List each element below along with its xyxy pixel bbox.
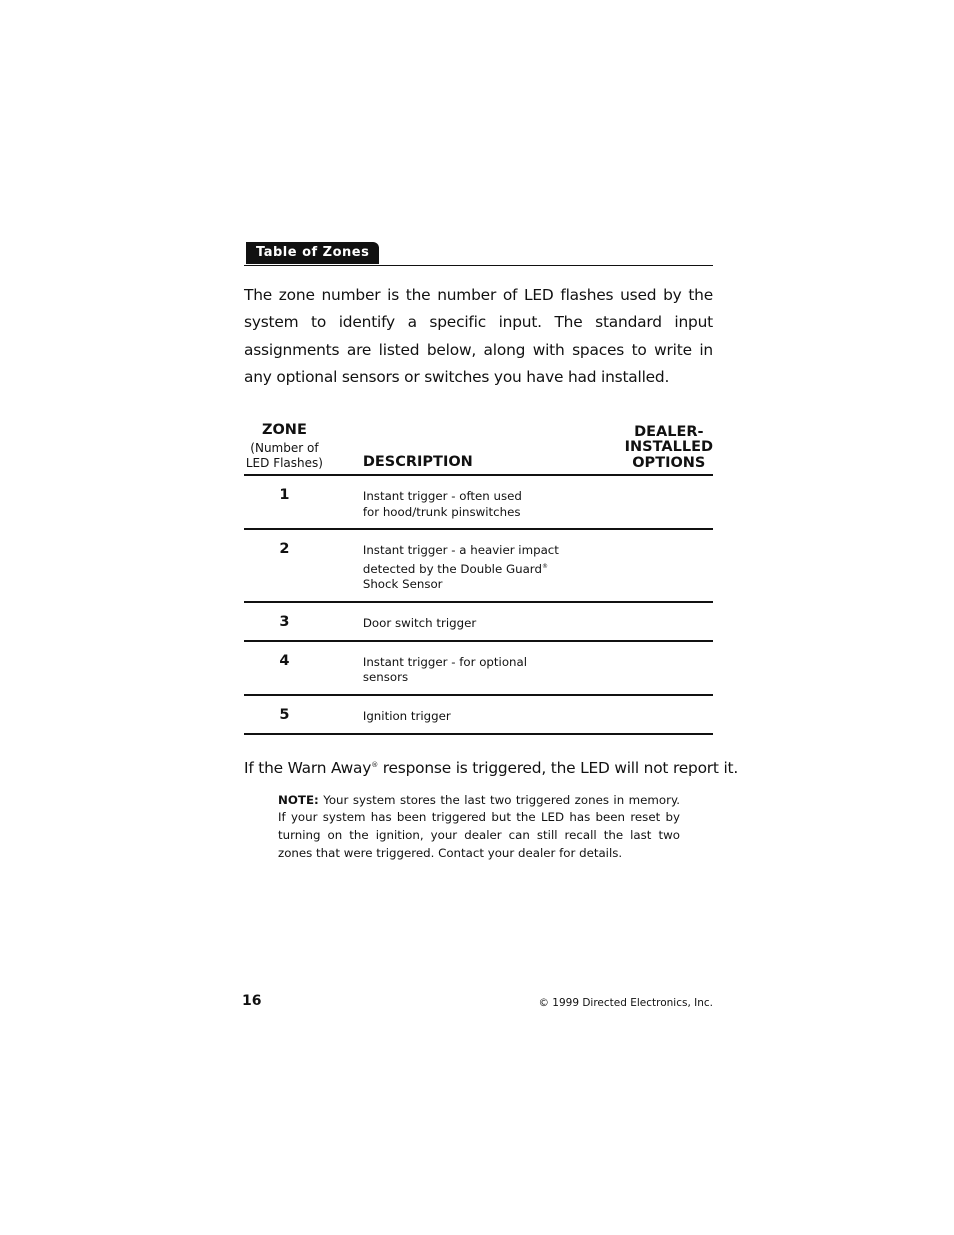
- zone-number: 4: [244, 641, 325, 695]
- zone-number: 3: [244, 602, 325, 641]
- zone-description-line: for hood/trunk pinswitches: [362, 504, 521, 519]
- zone-description-line: Instant trigger - a heavier impact: [362, 543, 559, 558]
- zone-description: [325, 641, 597, 695]
- warn-away-paragraph: [244, 755, 739, 778]
- zone-description-line: [363, 559, 597, 577]
- table-row: [244, 602, 713, 641]
- zone-description: [325, 602, 597, 641]
- dealer-option-blank: [597, 602, 713, 641]
- note-label: NOTE:: [278, 792, 319, 807]
- table-row: [244, 641, 713, 695]
- page-number: 16: [242, 993, 262, 1009]
- note-text: Your system stores the last two triggered zones in memory. If your system has been triggered but the LED has been reset by turning on the ignition, your dealer can still recall the last two zones that were triggered. Contact your dealer for details.: [278, 792, 680, 860]
- zone-header-subtitle-1: (Number of: [250, 441, 319, 456]
- zone-description: [325, 529, 597, 601]
- table-row: [244, 695, 713, 734]
- dealer-option-blank: [597, 695, 713, 734]
- section-title: Table of Zones: [246, 242, 379, 264]
- warn-away-text-after: response is triggered, the LED will not report it.: [378, 758, 739, 777]
- zone-number: 1: [244, 475, 325, 529]
- zone-description: [325, 475, 597, 529]
- zone-header-subtitle-2: LED Flashes): [245, 456, 323, 471]
- dealer-option-blank: [597, 641, 713, 695]
- copyright-notice: © 1999 Directed Electronics, Inc.: [538, 997, 713, 1009]
- zone-description-text: detected by the Double Guard: [362, 561, 542, 576]
- options-column-header: [597, 422, 713, 475]
- zone-description-line: Instant trigger - for optional: [362, 654, 528, 669]
- dealer-option-blank: [597, 475, 713, 529]
- zone-column-header: [244, 422, 325, 475]
- options-header-line-1: DEALER-INSTALLED: [624, 423, 714, 456]
- zone-number: 5: [244, 695, 325, 734]
- description-column-header: DESCRIPTION: [325, 422, 597, 475]
- zone-description-line: Instant trigger - often used: [362, 489, 522, 504]
- zone-header-title: ZONE: [261, 422, 307, 439]
- zone-description: [325, 695, 597, 734]
- section-header: [244, 242, 713, 266]
- dealer-option-blank: [597, 529, 713, 601]
- registered-mark: ®: [541, 562, 548, 570]
- zone-number: 2: [244, 529, 325, 601]
- table-row: [244, 475, 713, 529]
- intro-paragraph: The zone number is the number of LED flashes used by the system to identify a specific input. The standard input assignments are listed below, along with spaces to write in any optional sensors or switches you have had installed.: [244, 286, 713, 386]
- page-content: [244, 242, 739, 862]
- table-row: [244, 529, 713, 601]
- warn-away-text-before: If the Warn Away: [244, 758, 372, 777]
- zone-description-line: sensors: [362, 670, 409, 685]
- zone-description-line: Door switch trigger: [362, 615, 477, 630]
- zone-table-header-row: [244, 422, 713, 475]
- zone-description-line: Shock Sensor: [362, 577, 443, 592]
- options-header-line-2: OPTIONS: [632, 454, 706, 471]
- zone-table: [244, 422, 713, 734]
- note-paragraph: [278, 792, 680, 862]
- zone-description-line: Ignition trigger: [362, 708, 451, 723]
- registered-mark: ®: [371, 760, 379, 769]
